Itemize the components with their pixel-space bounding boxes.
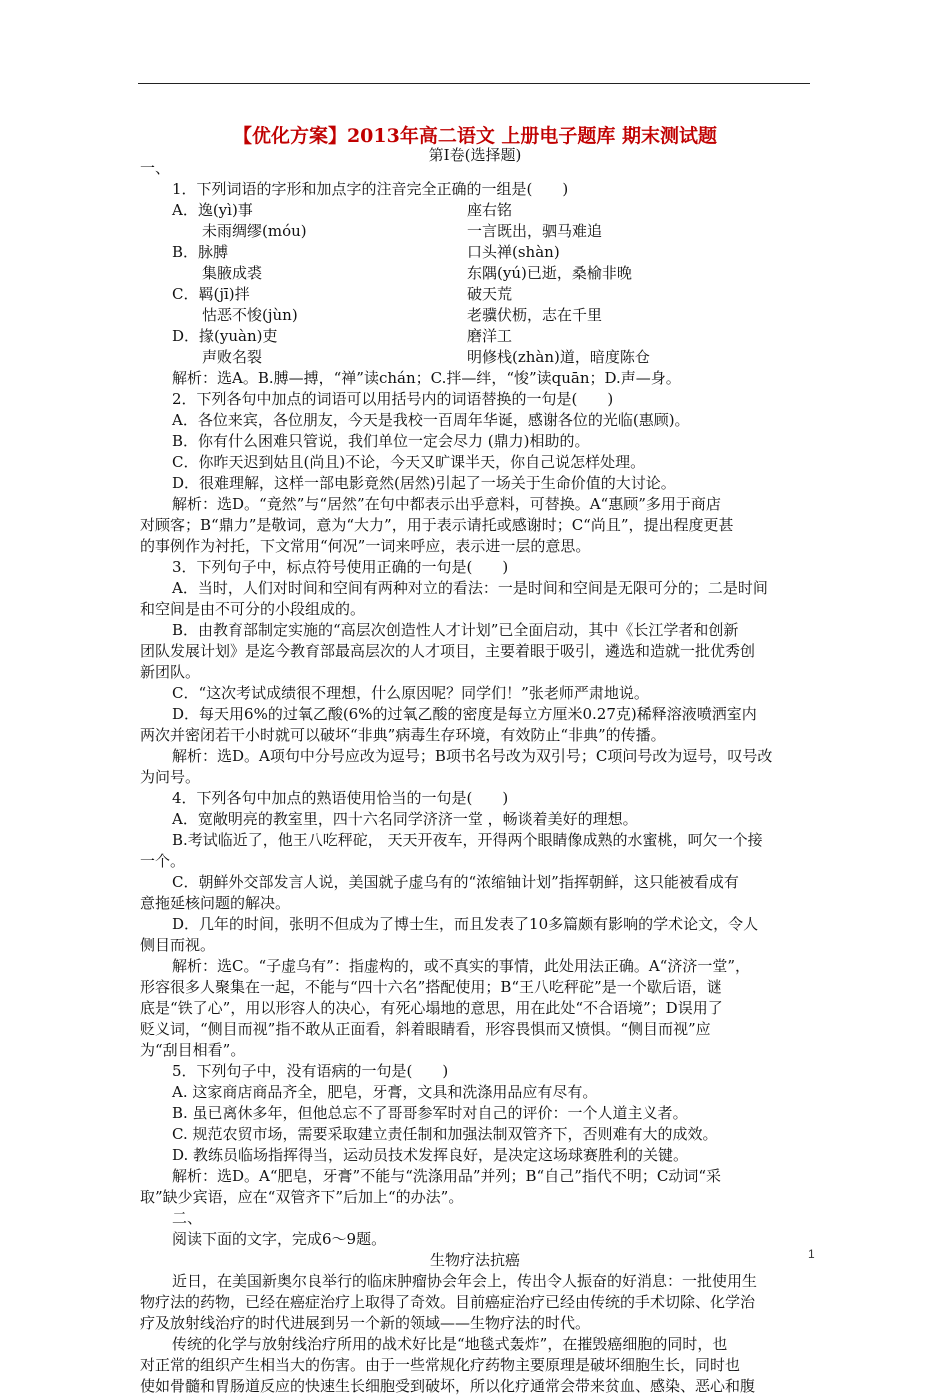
question-2-analysis-cont: 的事例作为衬托，下文常用“何况”一词来呼应，表示进一层的意思。 xyxy=(140,537,591,555)
question-3-option-a-cont: 和空间是由不可分的小段组成的。 xyxy=(140,600,366,618)
part-label: 一、 xyxy=(140,159,171,177)
option-text: 口头禅(shàn) xyxy=(467,243,560,261)
passage-paragraph-cont: 物疗法的药物，已经在癌症治疗上取得了奇效。目前癌症治疗已经由传统的手术切除、化学治 xyxy=(140,1293,756,1311)
section-heading: 第Ⅰ卷(选择题) xyxy=(428,146,522,164)
question-3-option-b: B．由教育部制定实施的“高层次创造性人才计划”已全面启动，其中《长江学者和创新 xyxy=(172,621,739,639)
option-text: 明修栈(zhàn)道，暗度陈仓 xyxy=(467,348,650,366)
question-2-option-a: A．各位来宾，各位朋友，今天是我校一百周年华诞，感谢各位的光临(惠顾)。 xyxy=(172,411,690,429)
question-4-analysis-cont: 为“刮目相看”。 xyxy=(140,1041,246,1059)
option-text: 磨洋工 xyxy=(467,327,513,345)
question-5-stem: 5．下列句子中，没有语病的一句是( ) xyxy=(172,1062,449,1080)
question-4-analysis-cont: 底是“铁了心”，用以形容人的决心，有死心塌地的意思，用在此处“不合语境”；D误用了 xyxy=(140,999,723,1017)
question-4-analysis-cont: 形容很多人聚集在一起，不能与“四十六名”搭配使用；B“王八吃秤砣”是一个歇后语，谜 xyxy=(140,978,722,996)
question-1-analysis: 解析：选A。B.膊—搏，“禅”读chán；C.拌—绊，“悛”读quān；D.声—身。 xyxy=(172,369,681,387)
question-1-option-d xyxy=(140,326,810,347)
question-1-option-c xyxy=(140,284,810,305)
question-1-option-b-cont xyxy=(140,263,810,284)
question-5-analysis-cont: 取”缺少宾语，应在“双管齐下”后加上“的办法”。 xyxy=(140,1188,464,1206)
question-2-option-c: C．你昨天迟到姑且(尚且)不论，今天又旷课半天，你自己说怎样处理。 xyxy=(172,453,646,471)
question-3-option-b-cont: 新团队。 xyxy=(140,663,201,681)
option-text: 破天荒 xyxy=(467,285,513,303)
question-4-option-d: D．几年的时间，张明不但成为了博士生，而且发表了10多篇颇有影响的学术论文，令人 xyxy=(172,915,759,933)
passage-paragraph: 近日，在美国新奥尔良举行的临床肿瘤协会年会上，传出令人振奋的好消息：一批使用生 xyxy=(172,1272,758,1290)
option-text: 老骥伏枥，志在千里 xyxy=(467,306,603,324)
question-4-option-d-cont: 侧目而视。 xyxy=(140,936,216,954)
option-text: B．脉膊 xyxy=(172,243,229,261)
option-text: 集腋成裘 xyxy=(202,264,263,282)
question-4-option-b-cont: 一个。 xyxy=(140,852,186,870)
question-4-option-a: A．宽敞明亮的教室里，四十六名同学济济一堂 ，畅谈着美好的理想。 xyxy=(172,810,638,828)
option-text: 东隅(yú)已逝，桑榆非晚 xyxy=(467,264,632,282)
question-4-stem: 4．下列各句中加点的熟语使用恰当的一句是( ) xyxy=(172,789,509,807)
option-text: 未雨绸缪(móu) xyxy=(202,222,307,240)
document-title: 【优化方案】2013年高二语文 上册电子题库 期末测试题 xyxy=(232,125,718,147)
question-3-option-b-cont: 团队发展计划》是迄今教育部最高层次的人才项目，主要着眼于吸引，遴选和造就一批优秀创 xyxy=(140,642,756,660)
reading-instruction: 阅读下面的文字，完成6～9题。 xyxy=(172,1230,387,1248)
part-2-label: 二、 xyxy=(172,1209,203,1227)
passage-title: 生物疗法抗癌 xyxy=(429,1251,520,1269)
header-rule xyxy=(138,83,810,84)
option-text: 一言既出，驷马难追 xyxy=(467,222,603,240)
question-1-option-c-cont xyxy=(140,305,810,326)
question-4-option-b: B.考试临近了，他王八吃秤砣， 天天开夜车，开得两个眼睛像成熟的水蜜桃，呵欠一个接 xyxy=(172,831,763,849)
question-2-analysis-cont: 对顾客；B“鼎力”是敬词，意为“大力”，用于表示请托或感谢时；C“尚且”，提出程度更甚 xyxy=(140,516,734,534)
question-1-option-b xyxy=(140,242,810,263)
question-3-stem: 3．下列句子中，标点符号使用正确的一句是( ) xyxy=(172,558,509,576)
question-5-option-b: B. 虽已离休多年，但他总忘不了哥哥参军时对自己的评价：一个人道主义者。 xyxy=(172,1104,688,1122)
question-2-option-b: B．你有什么困难只管说，我们单位一定会尽力 (鼎力)相助的。 xyxy=(172,432,590,450)
question-2-stem: 2．下列各句中加点的词语可以用括号内的词语替换的一句是( ) xyxy=(172,390,614,408)
option-text: 怙恶不悛(jùn) xyxy=(202,306,298,324)
document-body xyxy=(140,158,810,1397)
question-5-option-d: D. 教练员临场指挥得当，运动员技术发挥良好，是决定这场球赛胜利的关键。 xyxy=(172,1146,689,1164)
question-4-option-c: C．朝鲜外交部发言人说，美国就子虚乌有的“浓缩铀计划”指挥朝鲜，这只能被看成有 xyxy=(172,873,739,891)
option-text: D．掾(yuàn)吏 xyxy=(172,327,278,345)
passage-paragraph: 传统的化学与放射线治疗所用的战术好比是“地毯式轰炸”，在摧毁癌细胞的同时，也 xyxy=(172,1335,728,1353)
question-2-option-d: D．很难理解，这样一部电影竟然(居然)引起了一场关于生命价值的大讨论。 xyxy=(172,474,676,492)
option-text: 声败名裂 xyxy=(202,348,263,366)
question-5-option-a: A. 这家商店商品齐全，肥皂，牙膏，文具和洗涤用品应有尽有。 xyxy=(172,1083,598,1101)
question-4-option-c-cont: 意拖延核问题的解决。 xyxy=(140,894,291,912)
passage-paragraph-cont: 疗及放射线治疗的时代进展到另一个新的领域——生物疗法的时代。 xyxy=(140,1314,591,1332)
question-4-analysis-cont: 贬义词，“侧目而视”指不敢从正面看，斜着眼睛看，形容畏惧而又愤惧。“侧目而视”应 xyxy=(140,1020,711,1038)
question-3-option-d-cont: 两次并密闭若干小时就可以破坏“非典”病毒生存环境，有效防止“非典”的传播。 xyxy=(140,726,666,744)
passage-paragraph-cont: 使如骨髓和胃肠道反应的快速生长细胞受到破坏，所以化疗通常会带来贫血、感染、恶心和腹 xyxy=(140,1377,756,1395)
option-text: C．羁(jī)拌 xyxy=(172,285,250,303)
option-text: A．逸(yì)事 xyxy=(172,201,253,219)
question-3-option-c: C．“这次考试成绩很不理想，什么原因呢？同学们！”张老师严肃地说。 xyxy=(172,684,649,702)
question-5-option-c: C. 规范农贸市场，需要采取建立责任制和加强法制双管齐下，否则难有大的成效。 xyxy=(172,1125,718,1143)
question-5-analysis: 解析：选D。A“肥皂，牙膏”不能与“洗涤用品”并列；B“自己”指代不明；C动词“采 xyxy=(172,1167,722,1185)
question-3-analysis-cont: 为问号。 xyxy=(140,768,201,786)
question-1-option-a-cont xyxy=(140,221,810,242)
passage-paragraph-cont: 对正常的组织产生相当大的伤害。由于一些常规化疗药物主要原理是破坏细胞生长，同时也 xyxy=(140,1356,741,1374)
question-3-option-a: A．当时，人们对时间和空间有两种对立的看法：一是时间和空间是无限可分的；二是时间 xyxy=(172,579,768,597)
question-1-option-a xyxy=(140,200,810,221)
question-2-analysis: 解析：选D。“竟然”与“居然”在句中都表示出乎意料，可替换。A“惠顾”多用于商店 xyxy=(172,495,721,513)
question-3-analysis: 解析：选D。A项句中分号应改为逗号；B项书名号改为双引号；C项问号改为逗号，叹号改 xyxy=(172,747,773,765)
option-text: 座右铭 xyxy=(467,201,513,219)
page-number: 1 xyxy=(808,1247,815,1261)
question-4-analysis: 解析：选C。“子虚乌有”：指虚构的，或不真实的事情，此处用法正确。A“济济一堂”， xyxy=(172,957,750,975)
question-1-stem: 1．下列词语的字形和加点字的注音完全正确的一组是( ) xyxy=(172,180,569,198)
question-3-option-d: D．每天用6%的过氧乙酸(6%的过氧乙酸的密度是每立方厘米0.27克)稀释溶液喷洒室内 xyxy=(172,705,757,723)
question-1-option-d-cont xyxy=(140,347,810,368)
